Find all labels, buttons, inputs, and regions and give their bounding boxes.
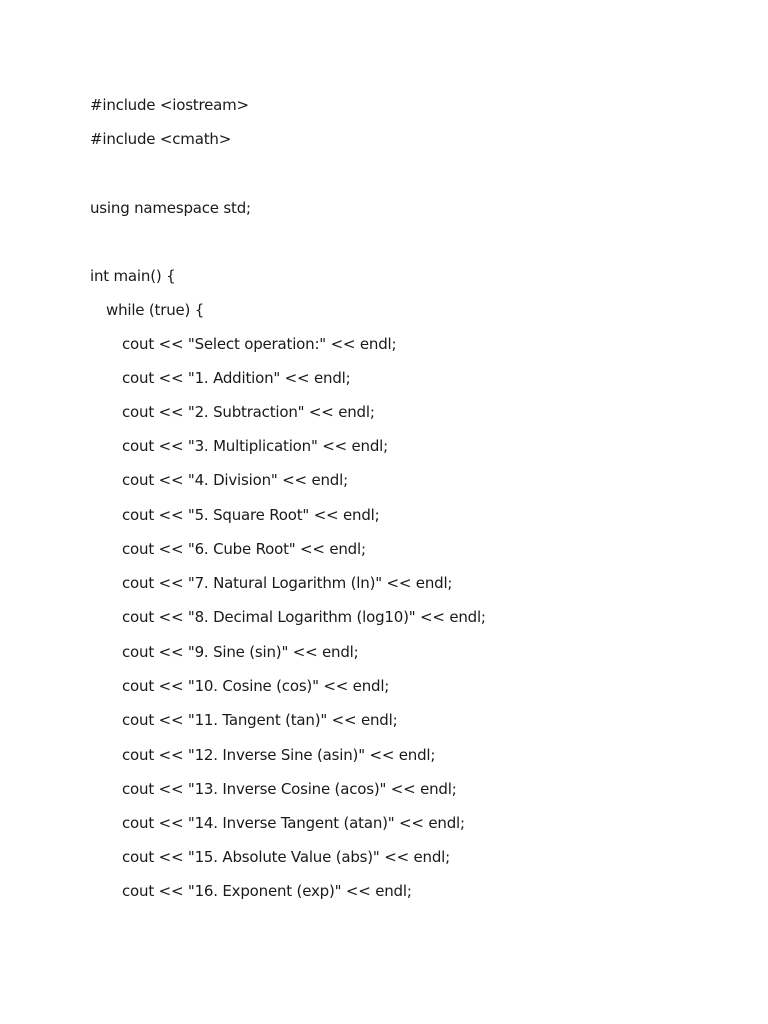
code-line-cube-root: cout << "6. Cube Root" << endl; bbox=[122, 540, 366, 558]
code-line-main-function: int main() { bbox=[90, 267, 176, 285]
code-line-multiplication: cout << "3. Multiplication" << endl; bbox=[122, 437, 389, 455]
code-line-inverse-sine: cout << "12. Inverse Sine (asin)" << endl; bbox=[122, 746, 436, 764]
code-line-addition: cout << "1. Addition" << endl; bbox=[122, 369, 351, 387]
code-line-sine: cout << "9. Sine (sin)" << endl; bbox=[122, 643, 359, 661]
code-line-select-operation: cout << "Select operation:" << endl; bbox=[122, 335, 397, 353]
code-line-subtraction: cout << "2. Subtraction" << endl; bbox=[122, 403, 375, 421]
code-line-using-namespace: using namespace std; bbox=[90, 199, 251, 217]
code-line-square-root: cout << "5. Square Root" << endl; bbox=[122, 506, 380, 524]
code-line-natural-log: cout << "7. Natural Logarithm (ln)" << endl; bbox=[122, 574, 453, 592]
code-line-exponent: cout << "16. Exponent (exp)" << endl; bbox=[122, 882, 412, 900]
code-line-while-loop: while (true) { bbox=[106, 301, 205, 319]
code-line-inverse-tangent: cout << "14. Inverse Tangent (atan)" << endl; bbox=[122, 814, 465, 832]
code-line-division: cout << "4. Division" << endl; bbox=[122, 471, 348, 489]
code-line-include-iostream: #include <iostream> bbox=[90, 96, 249, 114]
code-line-decimal-log: cout << "8. Decimal Logarithm (log10)" << endl; bbox=[122, 608, 486, 626]
code-line-cosine: cout << "10. Cosine (cos)" << endl; bbox=[122, 677, 390, 695]
code-line-tangent: cout << "11. Tangent (tan)" << endl; bbox=[122, 711, 398, 729]
code-line-absolute-value: cout << "15. Absolute Value (abs)" << endl; bbox=[122, 848, 450, 866]
code-line-include-cmath: #include <cmath> bbox=[90, 130, 232, 148]
code-line-inverse-cosine: cout << "13. Inverse Cosine (acos)" << endl; bbox=[122, 780, 457, 798]
